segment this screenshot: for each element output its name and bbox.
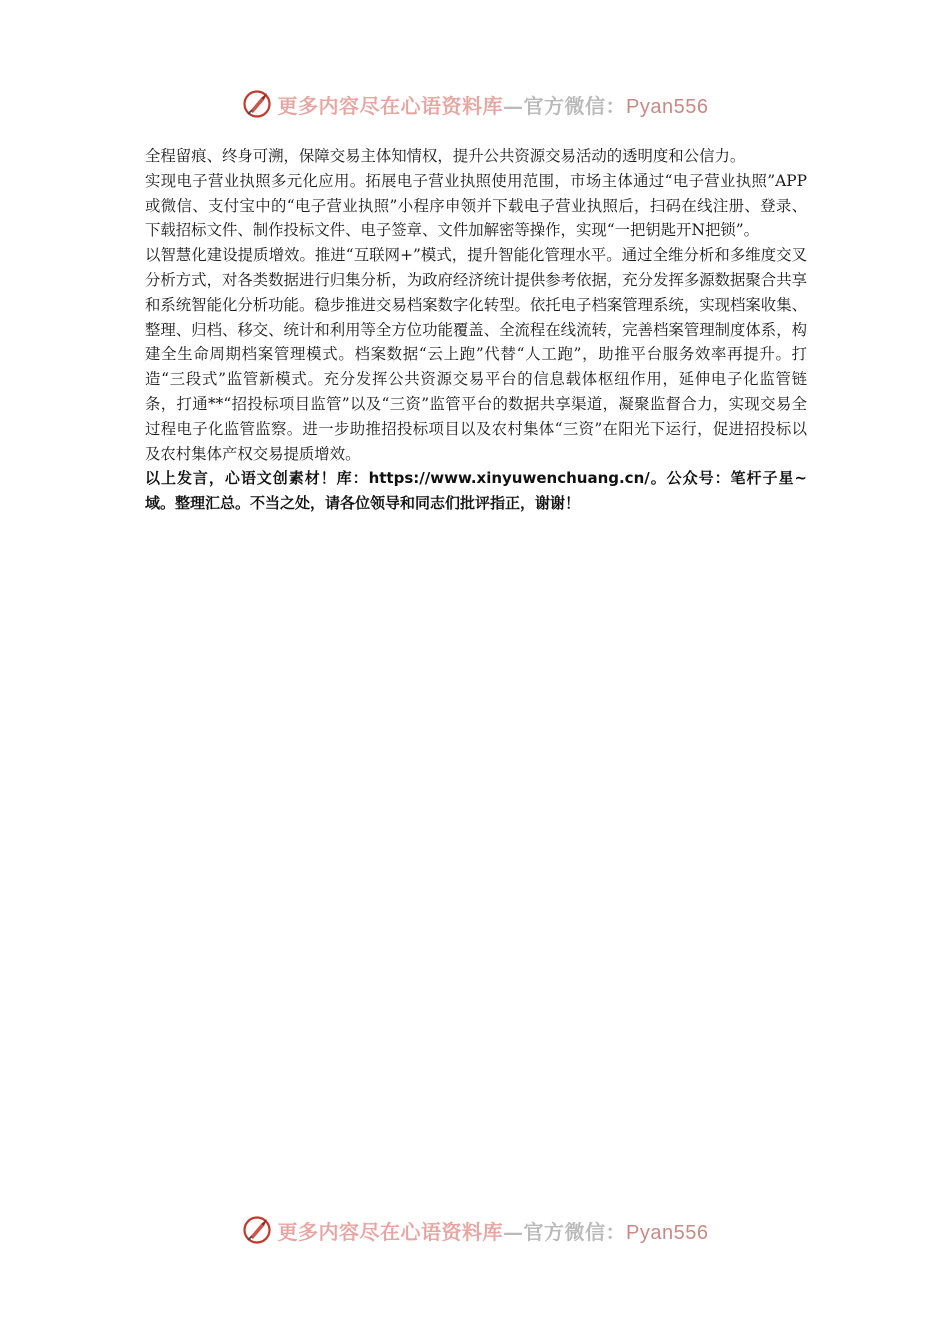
paragraph-3: 以智慧化建设提质增效。推进“互联网+”模式，提升智能化管理水平。通过全维分析和多维度交叉分析方式，对各类数据进行归集分析，为政府经济统计提供参考依据，充分发挥多源数据聚合共享和系统智能化分析功能。稳步推进交易档案数字化转型。依托电子档案管理系统，实现档案收集、整理、归档、移交、统计和利用等全方位功能覆盖、全流程在线流转，完善档案管理制度体系，构建全生命周期档案管理模式。档案数据“云上跑”代替“人工跑”，助推平台服务效率再提升。打造“三段式”监管新模式。充分发挥公共资源交易平台的信息载体枢纽作用，延伸电子化监管链条，打通**“招投标项目监管”以及“三资”监管平台的数据共享渠道，凝聚监督合力，实现交易全过程电子化监管监察。进一步助推招投标项目以及农村集体“三资”在阳光下运行，促进招投标以及农村集体产权交易提质增效。 (145, 246, 807, 463)
header-banner-text (278, 90, 709, 119)
paragraph-2: 实现电子营业执照多元化应用。拓展电子营业执照使用范围，市场主体通过“电子营业执照”APP或微信、支付宝中的“电子营业执照”小程序申领并下载电子营业执照后，扫码在线注册、登录、下载招标文件、制作投标文件、电子签章、文件加解密等操作，实现“一把钥匙开N把锁”。 (145, 171, 807, 240)
quill-pen-logo-icon (242, 1215, 272, 1245)
paragraph-1: 全程留痕、终身可溯，保障交易主体知情权，提升公共资源交易活动的透明度和公信力。 (145, 147, 746, 165)
closing-paragraph: 以上发言，心语文创素材！库：https://www.xinyuwenchuang.cn/。公众号：笔杆子星~域。整理汇总。不当之处，请各位领导和同志们批评指正，谢谢！ (145, 469, 807, 513)
banner-wechat-id: Pyan556 (626, 95, 709, 118)
footer-banner-text (278, 1216, 709, 1245)
banner-title: 更多内容尽在心语资料库 (277, 1219, 504, 1244)
banner-title: 更多内容尽在心语资料库 (277, 93, 504, 118)
banner-wechat-label: —官方微信： (503, 1219, 627, 1244)
footer-watermark-banner (0, 1210, 950, 1250)
banner-wechat-label: —官方微信： (503, 93, 627, 118)
header-watermark-banner (0, 84, 950, 124)
banner-wechat-id: Pyan556 (626, 1221, 709, 1244)
quill-pen-logo-icon (242, 89, 272, 119)
document-body (145, 144, 807, 516)
